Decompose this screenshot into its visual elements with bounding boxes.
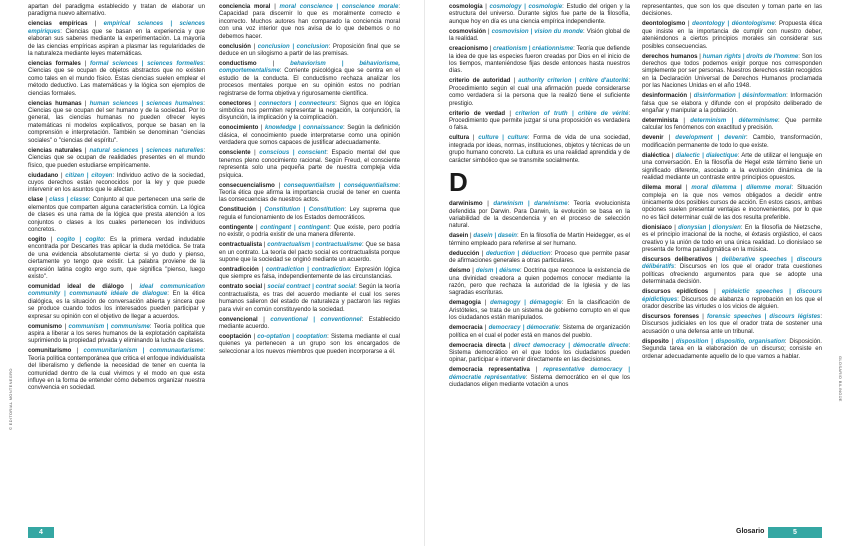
glossary-translation: cosmology | cosmologie	[489, 4, 563, 10]
glossary-term: comunismo	[28, 323, 62, 330]
glossary-translation: co-optation | cooptation	[257, 333, 328, 340]
glossary-translation: contradiction | contradiction	[265, 266, 350, 273]
glossary-definition: Información falsa que se elabora y difunde con el propósito deliberado de engañar y manipular a la población.	[642, 93, 822, 115]
glossary-definition: Sistema mediante el cual quienes ya pertenecen a un grupo son los encargados de seleccionar a los nuevos miembros que pueden incorporarse a él.	[219, 333, 400, 355]
glossary-term: criterio de verdad	[449, 110, 506, 117]
glossary-term: cooptación	[219, 333, 252, 340]
glossary-translation: moral dilemma | dilemme moral	[691, 185, 792, 192]
glossary-term: consciente	[219, 150, 251, 157]
glossary-definition: Que permite calcular los fenómenos con exactitud y precisión.	[642, 118, 822, 132]
glossary-term: comunitarismo	[28, 348, 72, 355]
glossary-term: discursos forenses	[642, 313, 699, 320]
glossary-term: creacionismo	[449, 46, 488, 53]
glossary-entry: convencional | conventional | conventionnel: Establecido mediante acuerdo.	[219, 316, 400, 330]
glossary-term: deontologismo	[642, 21, 686, 28]
glossary-translation: human rights | droits de l'homme	[702, 53, 799, 60]
glossary-term: criterio de autoridad	[449, 78, 511, 85]
glossary-entry: deontologismo | deontology | déontologisme: Propuesta ética que insiste en la importancia de cumplir con nuestro deber, ateniéndonos a ciertos principios morales sin considerar sus posibles consecuencias.	[642, 21, 822, 50]
glossary-term: ciencias formales	[28, 61, 81, 68]
glossary-term: contingente	[219, 224, 254, 231]
left-page-column-1	[28, 4, 205, 395]
glossary-term: conocimiento	[219, 125, 259, 132]
glossary-entry: discursos epidícticos | epideictic speeches | discours épidictiques: Discursos de alabanza o reprobación en los que el orador describe las virtudes o los vicios de alguien.	[642, 289, 822, 310]
glossary-entry: comunidad ideal de diálogo | ideal communication community | communauté idéale de dialogue: En la ética dialógica, es la situación de conversación abierta y sincera que se produce cuando todos los interesados pueden participar y expresar su opinión con el objetivo de llegar a acuerdos.	[28, 283, 205, 320]
glossary-entry: dionisíaco | dionysian | dionysien: En la filosofía de Nietzsche, es el principio irracional de la noche, el éxtasis orgiástico, el caos creativo y la unión de todo en una única realidad. Lo dionisíaco se presenta de forma paradigmática en la música.	[642, 224, 823, 253]
glossary-translation: conclusion | conclusion	[257, 43, 329, 50]
glossary-term: discursos epidícticos	[642, 289, 709, 296]
glossary-definition: Signos que en lógica simbólica nos permiten representar la negación, la conjunción, la disyunción, la implicación y la coimplicación.	[219, 100, 400, 122]
glossary-term: conectores	[219, 100, 252, 107]
glossary-translation: cosmovision | vision du monde	[491, 28, 584, 35]
glossary-term: clase	[28, 197, 44, 204]
glossary-term: determinista	[642, 118, 678, 125]
glossary-definition: Establecido mediante acuerdo.	[219, 316, 400, 330]
glossary-entry: clase | class | classe: Conjunto al que pertenecen una serie de elementos que comparten alguna característica común. La lógica de clases es una rama de la lógica que presta atención a los conjuntos o clases a los cuales pertenecen los individuos concretos.	[28, 197, 205, 233]
glossary-entry: democracia | democracy | démocratie: Sistema de organización política en el cual el poder está en manos del pueblo.	[449, 325, 630, 339]
glossary-definition: Sistema democrático en el que todos los ciudadanos pueden opinar, participar e intervenir directamente en las decisiones.	[449, 349, 630, 364]
glossary-definition: apartan del paradigma establecido y tratan de elaborar un paradigma nuevo alternativo.	[28, 4, 205, 18]
glossary-entry: cooptación | co-optation | cooptation: Sistema mediante el cual quienes ya pertenecen a un grupo son los encargados de seleccionar a los nuevos miembros que pueden incorporarse a él.	[219, 333, 400, 355]
glossary-translation: conventional | conventionnel	[270, 316, 362, 323]
glossary-definition: Teoría que defiende la idea de que las especies fueron creadas por Dios en el inicio de los tiempos, manteniéndose fijas desde entonces hasta nuestros días.	[449, 46, 630, 75]
glossary-definition: Proceso que permite pasar de afirmaciones generales a otras particulares.	[449, 250, 630, 265]
glossary-entry: Constitución | Constitution | Constitution: Ley suprema que regula el funcionamiento de los Estados democráticos.	[219, 207, 400, 221]
glossary-entry: consciente | conscious | conscient: Espacio mental del que tenemos pleno conocimiento racional. Según Freud, el consciente representa solo una pequeña parte de nuestra compleja vida psíquica.	[219, 150, 400, 179]
glossary-definition: Visión global de la realidad.	[449, 28, 630, 43]
glossary-translation: development | devenir	[675, 135, 746, 142]
glossary-definition: Situación compleja en la que nos vemos obligados a decidir entre únicamente dos posibles cursos de acción. En estos casos, ambas opciones suelen presentar ventajas e inconvenientes, por lo que no es fácil determinar cuál de las dos resulta preferible.	[642, 185, 822, 221]
glossary-translation: class | classe	[49, 197, 89, 204]
glossary-definition: Disposición. Segunda tarea en la elaboración de un discurso; consiste en ordenar adecuadamente aquello de lo que vamos a hablar.	[642, 338, 822, 360]
glossary-translation: determinism | déterminisme	[690, 118, 778, 125]
glossary-definition: En la clasificación de Aristóteles, se trata de un sistema de gobierno corrupto en el que los ciudadanos están manipulados.	[449, 300, 630, 322]
glossary-definition: Según la definición clásica, el conocimiento puede interpretarse como una opinión verdadera que somos capaces de justificar adecuadamente.	[219, 125, 400, 147]
glossary-translation: behaviorism | béhaviorisme, comportementalisme	[219, 61, 401, 75]
right-page-column-1	[449, 4, 630, 392]
glossary-translation: natural sciences | sciences naturelles	[89, 147, 204, 154]
glossary-translation: creationism | créationnisme	[493, 46, 574, 53]
glossary-translation: ideal communication community | communauté idéale de dialogue	[28, 283, 205, 298]
glossary-entry: consecuencialismo | consequentialism | conséquentialisme: Teoría ética que afirma la importancia crucial de tener en cuenta las consecuencias de nuestros actos.	[219, 182, 400, 204]
page-gutter	[424, 0, 425, 546]
glossary-entry: ciencias empíricas | empirical sciences | sciences empiriques: Ciencias que se basan en la experiencia y que elaboran sus saberes mediante la experimentación. La mayoría de las ciencias empíricas aspiran a plasmar las regularidades de la naturaleza mediante leyes matemáticas.	[28, 21, 205, 58]
glossary-term: dialéctica	[642, 152, 670, 159]
glossary-entry: comunitarismo | communitarianism | communautarisme: Teoría política contemporánea que critica el enfoque individualista del liberalismo y defiende la necesidad de tener en cuenta la comunidad dentro de la cual vivimos y el modo en que esta influye en la forma de entender cómo debemos organizar nuestra convivencia en sociedad.	[28, 348, 205, 392]
glossary-translation: demagogy | démagogie	[490, 300, 562, 307]
glossary-translation: connectors | connecteurs	[258, 100, 336, 107]
glossary-translation: Constitution | Constitution	[264, 207, 345, 214]
right-page-label: Glosario	[736, 528, 765, 535]
glossary-term: cosmovisión	[449, 28, 486, 35]
section-letter: D	[449, 167, 468, 198]
glossary-term: discursos deliberativos	[642, 256, 712, 263]
glossary-definition: En la filosofía de Martin Heidegger, es el término empleado para referirse al ser humano.	[449, 233, 630, 247]
glossary-term: ciencias humanas	[28, 100, 82, 107]
glossary-entry: contingente | contingent | contingent: Que existe, pero podría no existir, o podría existir de una manera diferente.	[219, 224, 400, 239]
glossary-translation: deontology | déontologisme	[692, 21, 775, 28]
glossary-definition: Discursos en los que el orador trata cuestiones políticas ofreciendo argumentos para que se adopte una determinada decisión.	[642, 264, 822, 286]
glossary-translation: contractualism | contractualisme	[267, 242, 362, 249]
glossary-definition: Ciencias que se ocupan del ser humano y de la sociedad. Por lo general, las ciencias humanas no pueden ofrecer leyes matemáticas ni modelos explicativos, porque se basan en la comprensión e interpretación. También se denominan "ciencias sociales" o "ciencias del espíritu".	[28, 108, 205, 144]
glossary-translation: human sciences | sciences humaines	[89, 100, 204, 107]
glossary-entry: devenir | development | devenir: Cambio, transformación, modificación permanente de todo lo que existe.	[642, 135, 822, 149]
glossary-definition: Espacio mental del que tenemos pleno conocimiento racional. Según Freud, el consciente representa solo una pequeña parte de nuestra compleja vida psíquica.	[219, 150, 400, 179]
glossary-entry: dialéctica | dialectic | dialectique: Arte de utilizar el lenguaje en una conversación. En la filosofía de Hegel este término tiene un significado diferente, asociado a la evolución dinámica de la realidad mediante un contraste entre principios opuestos.	[642, 152, 822, 182]
glossary-term: conciencia moral	[219, 4, 271, 10]
right-page-number: 5	[768, 527, 822, 538]
glossary-entry: discursos forenses | forensic speeches | discours légistes: Discursos judiciales en los que el orador trata de sostener una acusación o una defensa ante un tribunal.	[642, 313, 822, 335]
glossary-definition: En la filosofía de Nietzsche, es el principio irracional de la noche, el éxtasis orgiástico, el caos creativo y la unión de todo en una única realidad. Lo dionisíaco se presenta de forma paradigmática en la música.	[642, 224, 823, 253]
glossary-term: dilema moral	[642, 185, 682, 192]
glossary-term: contradicción	[219, 266, 259, 273]
glossary-definition: Procedimiento que permite juzgar si una proposición es verdadera o falsa.	[449, 118, 630, 132]
glossary-definition: Discursos judiciales en los que el orador trata de sostener una acusación o una defensa ante un tribunal.	[642, 321, 822, 335]
glossary-term: darwinismo	[449, 201, 483, 208]
glossary-entry: darwinismo | darwinism | darwinisme: Teoría evolucionista defendida por Darwin. Para Darwin, la evolución se basa en la variabilidad de la descendencia y en el proceso de selección natural.	[449, 201, 630, 230]
glossary-definition: Teoría ética que afirma la importancia crucial de tener en cuenta las consecuencias de nuestros actos.	[219, 189, 400, 204]
glossary-translation: contingent | contingent	[260, 224, 330, 231]
glossary-entry	[28, 4, 205, 19]
glossary-entry: deducción | deduction | déduction: Proceso que permite pasar de afirmaciones generales a otras particulares.	[449, 250, 630, 265]
glossary-definition: Proposición final que se deduce en un silogismo a partir de las premisas.	[219, 43, 400, 58]
glossary-definition: Teoría política que aspira a liberar a los seres humanos de la explotación capitalista suprimiendo la propiedad privada y eliminando la lucha de clases.	[28, 323, 205, 345]
glossary-term: dasein	[449, 233, 469, 240]
glossary-entry: contradicción | contradiction | contradiction: Expresión lógica que siempre es falsa, independientemente de las circunstancias.	[219, 266, 400, 281]
glossary-entry: cultura | culture | culture: Forma de vida de una sociedad, integrada por ideas, normas, instituciones, objetos y técnicas de un grupo humano concreto. La cultura es una realidad aprendida y de carácter simbólico que se transmite socialmente.	[449, 135, 630, 164]
left-page-column-2	[219, 4, 400, 359]
glossary-definition: Teoría política contemporánea que critica el enfoque individualista del liberalismo y defiende la necesidad de tener en cuenta la comunidad dentro de la cual vivimos y el modo en que esta influye en la forma de entender cómo debemos organizar nuestra convivencia en sociedad.	[28, 355, 205, 392]
glossary-translation: darwinism | darwinisme	[493, 201, 568, 208]
glossary-translation: deism | déisme	[475, 268, 521, 275]
glossary-term: ciudadano	[28, 172, 59, 179]
left-page-number: 4	[28, 527, 54, 538]
glossary-term: dionisíaco	[642, 224, 672, 231]
glossary-definition: Expresión lógica que siempre es falsa, independientemente de las circunstancias.	[219, 266, 400, 281]
glossary-term: democracia representativa	[449, 367, 530, 374]
glossary-entry: conciencia moral | moral conscience | conscience morale: Capacidad para discernir lo que es moralmente correcto e incorrecto. Muchos autores han comparado la conciencia moral con una voz interior que nos avisa de lo que debemos o no debemos hacer.	[219, 4, 401, 40]
glossary-entry: criterio de verdad | criterion of truth | critère de vérité: Procedimiento que permite juzgar si una proposición es verdadera o falsa.	[449, 110, 630, 132]
glossary-definition: En la ética dialógica, es la situación de conversación abierta y sincera que se produce cuando todos los interesados pueden participar y expresar su opinión con el objetivo de llegar a acuerdos.	[28, 291, 205, 320]
glossary-entry: ciudadano | citizen | citoyen: Individuo activo de la sociedad, cuyos derechos están reconocidos por la ley y que puede intervenir en los asuntos que le afectan.	[28, 172, 205, 194]
glossary-term: cogito	[28, 236, 47, 243]
glossary-translation: citizen | citoyen	[65, 172, 113, 179]
glossary-term: consecuencialismo	[219, 182, 275, 189]
glossary-entry: ciencias formales | formal sciences | sciences formelles: Ciencias que se ocupan de objetos abstractos que no existen como tales en el mundo físico. Estas ciencias suelen emplear el método deductivo. Las matemáticas y la lógica son ejemplos de ciencias formales.	[28, 61, 205, 97]
glossary-entry: demagogia | demagogy | démagogie: En la clasificación de Aristóteles, se trata de un sistema de gobierno corrupto en el que los ciudadanos están manipulados.	[449, 300, 630, 322]
glossary-translation: deliberative speeches | discours délibératifs	[642, 256, 822, 271]
glossary-translation: knowledge | connaissance	[264, 125, 343, 132]
glossary-definition: Ley suprema que regula el funcionamiento de los Estados democráticos.	[219, 207, 400, 221]
glossary-entry: conclusión | conclusion | conclusion: Proposición final que se deduce en un silogismo a partir de las premisas.	[219, 43, 400, 58]
glossary-definition: Doctrina que reconoce la existencia de una divinidad creadora a quien podemos conocer mediante la razón, pero que rechaza la autoridad de la Iglesia y de las sagradas escrituras.	[449, 268, 630, 297]
right-page-column-2	[642, 4, 822, 364]
glossary-entry: determinista | determinism | déterminisme: Que permite calcular los fenómenos con exactitud y precisión.	[642, 118, 822, 132]
glossary-definition: Sistema democrático en el que los ciudadanos eligen mediante votación a unos	[449, 374, 630, 389]
glossary-term: democracia	[449, 325, 483, 332]
glossary-definition: Que se basa en un contrato. La teoría del pacto social es contractualista porque supone que la sociedad se originó mediante un acuerdo.	[219, 242, 400, 263]
glossary-term: Constitución	[219, 207, 256, 214]
glossary-entry: conductismo | behaviorism | béhaviorisme, comportementalisme: Corriente psicológica que se centra en el estudio de la conducta. El conductismo rechaza analizar los procesos mentales porque en su opinión estos no podrían registrarse de forma objetiva y rigurosamente científica.	[219, 61, 401, 97]
glossary-term: contractualista	[219, 242, 263, 249]
glossary-definition: Forma de vida de una sociedad, integrada por ideas, normas, instituciones, objetos y técnicas de un grupo humano concreto. La cultura es una realidad aprendida y de carácter simbólico que se transmite socialmente.	[449, 135, 630, 164]
glossary-term: comunidad ideal de diálogo	[28, 283, 124, 290]
glossary-entry: cosmovisión | cosmovision | vision du monde: Visión global de la realidad.	[449, 28, 630, 43]
glossary-definition: Es la primera verdad indudable encontrada por Descartes tras aplicar la duda metódica. Se trata de una evidencia absolutamente cierta: si yo dudo y pienso, ciertamente yo tengo que existir. La palabra proviene de la expresión latina cogito ergo sum, que significa "pienso, luego existo".	[28, 236, 205, 280]
glossary-entry: conectores | connectors | connecteurs: Signos que en lógica simbólica nos permiten representar la negación, la conjunción, la disyunción, la implicación y la coimplicación.	[219, 100, 400, 122]
glossary-translation: criterion of truth | critère de vérité	[515, 110, 629, 117]
glossary-translation: conscious | conscient	[259, 150, 327, 157]
glossary-definition: Corriente psicológica que se centra en el estudio de la conducta. El conductismo rechaza analizar los procesos mentales porque en su opinión estos no podrían registrarse de forma objetiva y rigurosamente científica.	[219, 68, 400, 97]
glossary-term: convencional	[219, 316, 258, 323]
glossary-entry: ciencias humanas | human sciences | sciences humaines: Ciencias que se ocupan del ser humano y de la sociedad. Por lo general, las ciencias humanas no pueden ofrecer leyes matemáticas ni modelos explicativos, porque se basan en la comprensión e interpretación. También se denominan "ciencias sociales" o "ciencias del espíritu".	[28, 100, 205, 144]
glossary-definition: Arte de utilizar el lenguaje en una conversación. En la filosofía de Hegel este término tiene un significado diferente, asociado a la evolución dinámica de la realidad mediante un contraste entre principios opuestos.	[642, 152, 822, 182]
glossary-term: desinformación	[642, 93, 688, 100]
glossary-entry: contrato social | social contract | contrat social: Según la teoría contractualista, es tras del acuerdo mediante el cual los seres humanos salieron del estado de naturaleza y pactaron las reglas para vivir en común constituyendo la sociedad.	[219, 284, 400, 313]
glossary-term: cultura	[449, 135, 470, 142]
glossary-translation: direct democracy | démocratie directe	[513, 342, 629, 349]
glossary-definition: Conjunto al que pertenecen una serie de elementos que comparten alguna característica común. La lógica de clases es una rama de la lógica que presta atención a los conjuntos o clases a los cuales pertenecen los individuos concretos.	[28, 197, 205, 233]
glossary-entry: creacionismo | creationism | créationnisme: Teoría que defiende la idea de que las especies fueron creadas por Dios en el inicio de los tiempos, manteniéndose fijas desde entonces hasta nuestros días.	[449, 46, 630, 75]
glossary-term: disposito	[642, 338, 669, 345]
glossary-translation: dialectic | dialectique	[675, 152, 738, 159]
glossary-definition: Ciencias que se ocupan de objetos abstractos que no existen como tales en el mundo físico. Estas ciencias suelen emplear el método deductivo. Las matemáticas y la lógica son ejemplos de ciencias formales.	[28, 68, 205, 97]
glossary-translation: social contract | contrat social	[267, 284, 356, 291]
glossary-translation: epideictic speeches | discours épidictiques	[642, 289, 822, 303]
left-side-text: © EDITORIAL MONTENEGRO	[8, 368, 13, 430]
glossary-entry: discursos deliberativos | deliberative speeches | discours délibératifs: Discursos en los que el orador trata cuestiones políticas ofreciendo argumentos para que se adopte una determinada decisión.	[642, 256, 822, 286]
glossary-term: devenir	[642, 135, 664, 142]
glossary-translation: cogito | cogito	[56, 236, 104, 243]
glossary-translation: empirical sciences | sciences empiriques	[28, 21, 205, 35]
right-side-text: GLOSARIO BILINGÜE	[838, 356, 843, 402]
glossary-entry: cogito | cogito | cogito: Es la primera verdad indudable encontrada por Descartes tras aplicar la duda metódica. Se trata de una evidencia absolutamente cierta: si yo dudo y pienso, ciertamente yo tengo que existir. La palabra proviene de la expresión latina cogito ergo sum, que significa "pienso, luego existo".	[28, 236, 205, 280]
glossary-translation: culture | culture	[478, 135, 528, 142]
glossary-definition: Procedimiento según el cual una afirmación puede considerarse como verdadera si la persona que la realizó tiene el suficiente prestigio.	[449, 85, 630, 107]
glossary-entry: comunismo | communism | communisme: Teoría política que aspira a liberar a los seres humanos de la explotación capitalista suprimiendo la propiedad privada y eliminando la lucha de clases.	[28, 323, 205, 345]
glossary-definition: Según la teoría contractualista, es tras del acuerdo mediante el cual los seres humanos salieron del estado de naturaleza y pactaron las reglas para vivir en común constituyendo la sociedad.	[219, 284, 400, 313]
glossary-translation: forensic speeches | discours légistes	[706, 313, 821, 320]
glossary-term: conductismo	[219, 61, 257, 68]
glossary-translation: dasein | dasein	[473, 233, 517, 240]
glossary-translation: disinformation | désinformation	[693, 93, 787, 100]
glossary-translation: democracy | démocratie	[488, 325, 559, 332]
glossary-definition: Ciencias que se ocupan de realidades presentes en el mundo físico, que pueden estudiarse empíricamente.	[28, 155, 205, 169]
glossary-entry: derechos humanos | human rights | droits de l'homme: Son los derechos que todos podemos exigir porque nos corresponden simplemente por ser personas. Nuestros derechos están recogidos en la Declaración Universal de Derechos Humanos proclamada por las Naciones Unidas en el año 1948.	[642, 53, 822, 90]
glossary-term: ciencias empíricas	[28, 21, 88, 28]
glossary-definition: Teoría evolucionista defendida por Darwin. Para Darwin, la evolución se basa en la variabilidad de la descendencia y en el proceso de selección natural.	[449, 201, 630, 230]
glossary-entry: ciencias naturales | natural sciences | sciences naturelles: Ciencias que se ocupan de realidades presentes en el mundo físico, que pueden estudiarse empíricamente.	[28, 147, 205, 169]
glossary-entry: dasein | dasein | dasein: En la filosofía de Martin Heidegger, es el término empleado para referirse al ser humano.	[449, 233, 630, 247]
glossary-term: derechos humanos	[642, 53, 698, 60]
glossary-translation: communism | communisme	[68, 323, 150, 330]
glossary-definition: representantes, que son los que discuten y toman parte en las decisiones.	[642, 4, 822, 18]
glossary-entry	[642, 4, 822, 19]
glossary-definition: Son los derechos que todos podemos exigir porque nos corresponden simplemente por ser personas. Nuestros derechos están recogidos en la Declaración Universal de Derechos Humanos proclamada por las Naciones Unidas en el año 1948.	[642, 53, 822, 90]
glossary-translation: communitarianism | communautarisme	[83, 348, 204, 355]
glossary-entry: cosmología | cosmology | cosmologie: Estudio del origen y la estructura del universo. Durante siglos fue parte de la filosofía, aunque hoy en día es una ciencia empírica independiente.	[449, 4, 630, 25]
glossary-definition: Estudio del origen y la estructura del universo. Durante siglos fue parte de la filosofía, aunque hoy en día es una ciencia empírica independiente.	[449, 4, 630, 25]
glossary-entry: criterio de autoridad | authority criterion | critère d'autorité: Procedimiento según el cual una afirmación puede considerarse como verdadera si la persona que la realizó tiene el suficiente prestigio.	[449, 78, 630, 107]
glossary-definition: Capacidad para discernir lo que es moralmente correcto e incorrecto. Muchos autores han comparado la conciencia moral con una voz interior que nos avisa de lo que debemos o no debemos hacer.	[219, 11, 400, 40]
glossary-term: ciencias naturales	[28, 147, 82, 154]
glossary-definition: Ciencias que se basan en la experiencia y que elaboran sus saberes mediante la experimentación. La mayoría de las ciencias empíricas aspiran a plasmar las regularidades de la naturaleza mediante leyes matemáticas.	[28, 28, 205, 58]
glossary-entry: conocimiento | knowledge | connaissance: Según la definición clásica, el conocimiento puede interpretarse como una opinión verdadera que somos capaces de justificar adecuadamente.	[219, 125, 400, 147]
glossary-definition: Discursos de alabanza o reprobación en los que el orador describe las virtudes o los vicios de alguien.	[642, 296, 822, 310]
glossary-entry: contractualista | contractualism | contractualisme: Que se basa en un contrato. La teoría del pacto social es contractualista porque supone que la sociedad se originó mediante un acuerdo.	[219, 242, 400, 263]
glossary-translation: formal sciences | sciences formelles	[90, 61, 204, 68]
glossary-translation: dionysian | dionysien	[678, 224, 741, 231]
glossary-definition: Propuesta ética que insiste en la importancia de cumplir con nuestro deber, ateniéndonos a ciertos principios morales sin considerar sus posibles consecuencias.	[642, 21, 822, 50]
glossary-term: deísmo	[449, 268, 471, 275]
glossary-entry: disposito | disposition | dispositio, organisation: Disposición. Segunda tarea en la elaboración de un discurso; consiste en ordenar adecuadamente aquello de lo que vamos a hablar.	[642, 338, 822, 360]
glossary-entry: democracia directa | direct democracy | démocratie directe: Sistema democrático en el que todos los ciudadanos pueden opinar, participar e intervenir directamente en las decisiones.	[449, 342, 631, 364]
glossary-translation: consequentialism | conséquentialisme	[283, 182, 399, 189]
glossary-translation: disposition | dispositio, organisation	[676, 338, 785, 345]
glossary-term: democracia directa	[449, 342, 506, 349]
glossary-term: demagogia	[449, 300, 481, 307]
glossary-translation: deduction | déduction	[485, 250, 551, 257]
glossary-term: contrato social	[219, 284, 263, 291]
glossary-definition: Que existe, pero podría no existir, o podría existir de una manera diferente.	[219, 224, 400, 239]
glossary-entry: desinformación | disinformation | désinformation: Información falsa que se elabora y difunde con el propósito deliberado de engañar y manipular a la población.	[642, 93, 822, 115]
glossary-entry: democracia representativa | representative democracy | démocratie représentative: Sistema democrático en el que los ciudadanos eligen mediante votación a unos	[449, 367, 630, 389]
glossary-term: conclusión	[219, 43, 251, 50]
glossary-entry: dilema moral | moral dilemma | dilemme moral: Situación compleja en la que nos vemos obligados a decidir entre únicamente dos posibles cursos de acción. En estos casos, ambas opciones suelen presentar ventajas e inconvenientes, por lo que no es fácil determinar cuál de las dos resulta preferible.	[642, 185, 822, 221]
glossary-definition: Cambio, transformación, modificación permanente de todo lo que existe.	[642, 135, 822, 149]
glossary-term: cosmología	[449, 4, 483, 10]
glossary-translation: representative democracy | démocratie représentative	[449, 367, 630, 381]
glossary-translation: authority criterion | critère d'autorité	[518, 78, 629, 85]
glossary-entry: deísmo | deism | déisme: Doctrina que reconoce la existencia de una divinidad creadora a quien podemos conocer mediante la razón, pero que rechaza la autoridad de la Iglesia y de las sagradas escrituras.	[449, 268, 630, 297]
glossary-definition: Individuo activo de la sociedad, cuyos derechos están reconocidos por la ley y que puede intervenir en los asuntos que le afectan.	[28, 172, 205, 194]
glossary-term: deducción	[449, 250, 480, 257]
glossary-translation: moral conscience | conscience morale	[279, 4, 399, 10]
glossary-definition: Sistema de organización política en el cual el poder está en manos del pueblo.	[449, 325, 630, 339]
